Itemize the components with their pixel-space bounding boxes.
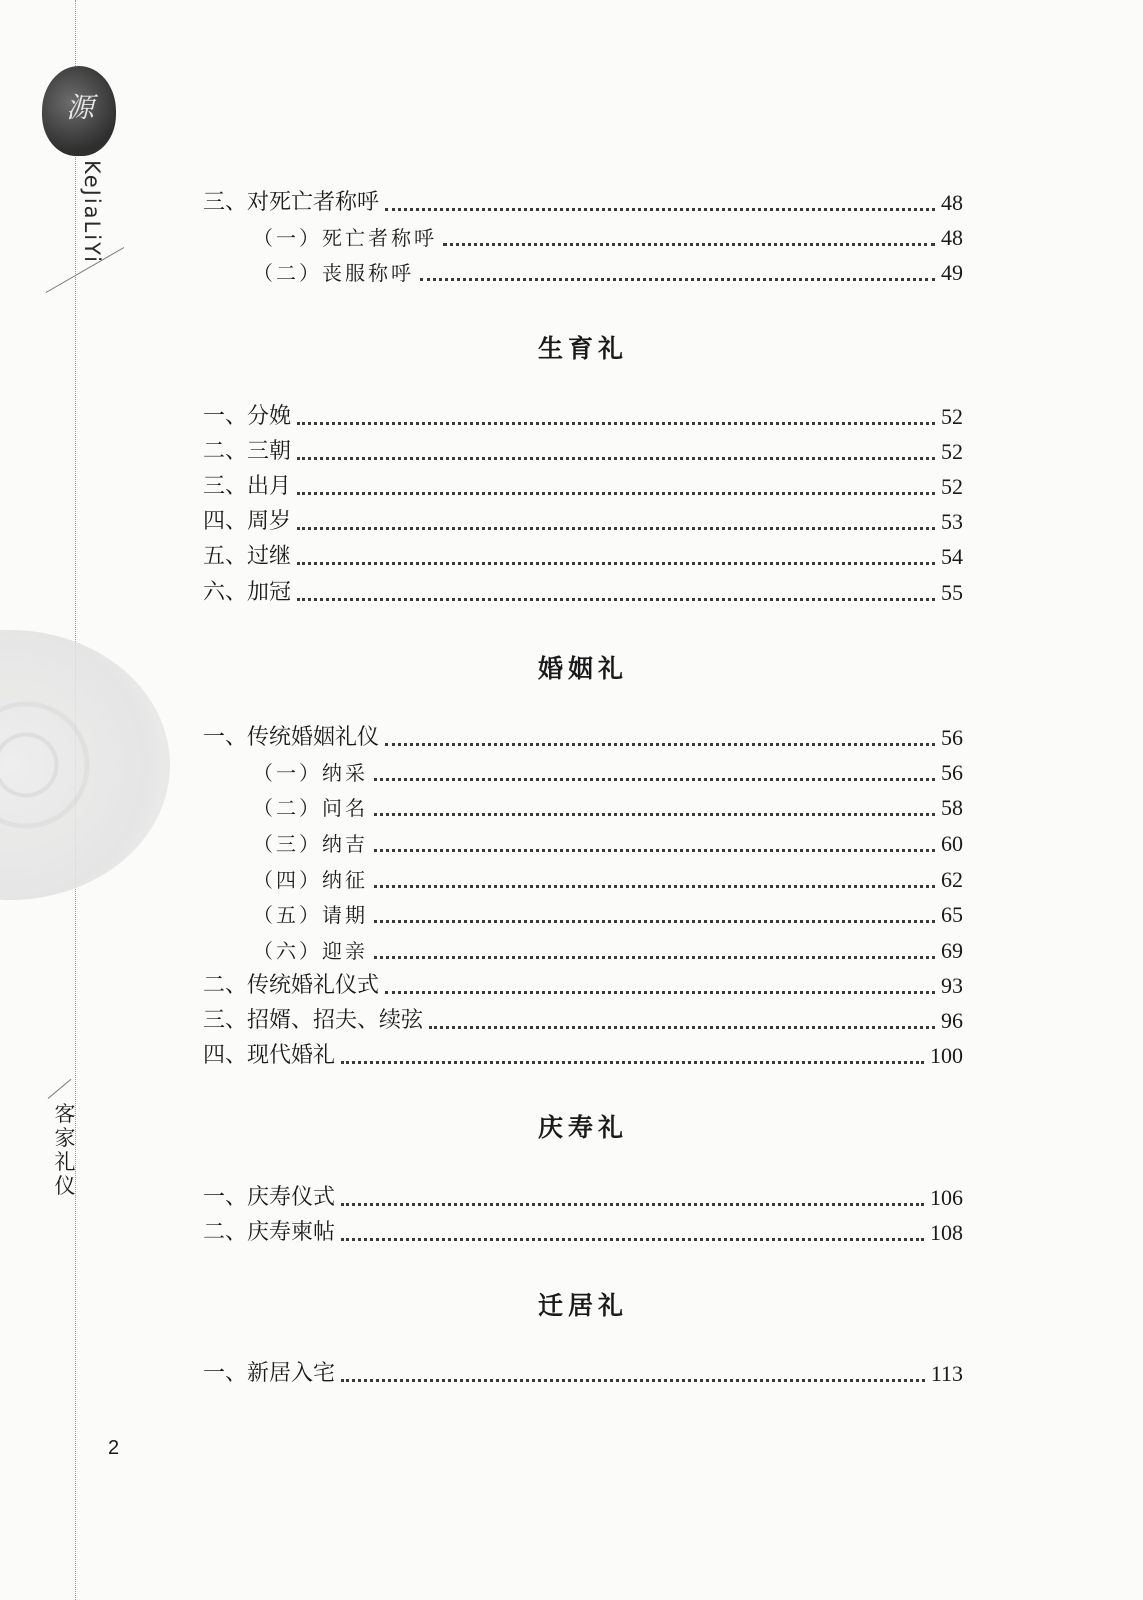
toc-entry-title: 六、加冠 [203, 580, 292, 605]
toc-entry[interactable] [203, 824, 963, 858]
toc-entry-title: （三）纳吉 [253, 832, 368, 856]
section-heading: 婚姻礼 [537, 654, 628, 683]
dot-leader [297, 598, 935, 601]
toc-entry-page: 108 [930, 1220, 963, 1245]
toc-entry-title: 三、出月 [203, 474, 292, 499]
toc-entry[interactable] [203, 183, 963, 217]
toc-entry[interactable] [203, 397, 963, 431]
dot-leader [429, 1026, 935, 1029]
toc-entry[interactable] [203, 502, 963, 536]
toc-entry[interactable] [203, 718, 963, 752]
page-number: 2 [108, 1437, 120, 1459]
toc-entry[interactable] [203, 467, 963, 501]
toc-entry[interactable] [203, 218, 963, 252]
dot-leader [297, 562, 935, 565]
toc-entry-title: 二、三朝 [203, 439, 292, 464]
toc-entry[interactable] [203, 1178, 963, 1212]
toc-entry-page: 54 [941, 544, 963, 569]
toc-entry[interactable] [203, 931, 963, 965]
toc-entry[interactable] [203, 253, 963, 287]
toc-entry[interactable] [203, 788, 963, 822]
dot-leader [297, 527, 935, 530]
toc-entry-page: 55 [941, 580, 963, 605]
dot-leader [341, 1061, 924, 1064]
dot-leader [297, 492, 935, 495]
toc-entry[interactable] [203, 573, 963, 607]
dot-leader [297, 457, 935, 460]
toc-entry-title: （一）死亡者称呼 [253, 226, 437, 250]
toc-entry-page: 56 [941, 725, 963, 750]
toc-entry-page: 106 [930, 1185, 963, 1210]
dot-leader [374, 920, 935, 923]
dot-leader [341, 1203, 924, 1206]
toc-entry-title: （五）请期 [253, 903, 368, 927]
toc-entry-title: 一、传统婚姻礼仪 [203, 725, 380, 750]
toc-entry[interactable] [203, 1001, 963, 1035]
dot-leader [374, 849, 935, 852]
toc-entry[interactable] [203, 966, 963, 1000]
toc-entry[interactable] [203, 860, 963, 894]
cloud-ornament [0, 630, 170, 900]
toc-entry-page: 56 [941, 760, 963, 785]
toc-entry-page: 65 [941, 902, 963, 927]
toc-entry[interactable] [203, 753, 963, 787]
dot-leader [297, 422, 935, 425]
dot-leader [374, 956, 935, 959]
decorative-slash [48, 1079, 72, 1099]
toc-entry-title: 一、庆寿仪式 [203, 1185, 336, 1210]
toc-entry[interactable] [203, 1036, 963, 1070]
toc-entry[interactable] [203, 895, 963, 929]
toc-entry-page: 113 [930, 1361, 963, 1386]
vertical-latin-title: KeJiaLiYi [80, 160, 104, 264]
section-heading: 迁居礼 [537, 1291, 628, 1320]
toc-entry-title: 一、新居入宅 [203, 1361, 336, 1386]
dot-leader [374, 813, 935, 816]
toc-entry-title: 一、分娩 [203, 404, 292, 429]
seal-logo [42, 66, 116, 156]
toc-entry-page: 52 [941, 439, 963, 464]
toc-entry-page: 62 [941, 867, 963, 892]
dot-leader [385, 991, 935, 994]
toc-entry-page: 53 [941, 509, 963, 534]
section-heading: 庆寿礼 [537, 1113, 628, 1142]
toc-entry-title: （二）问名 [253, 796, 368, 820]
toc-entry-title: （二）丧服称呼 [253, 261, 414, 285]
dot-leader [420, 278, 935, 281]
toc-entry[interactable] [203, 537, 963, 571]
dot-leader [341, 1238, 924, 1241]
toc-entry-page: 69 [941, 938, 963, 963]
seal-text: 源 [65, 91, 92, 124]
toc-entry-title: 二、传统婚礼仪式 [203, 973, 380, 998]
toc-entry-title: 四、周岁 [203, 509, 292, 534]
toc-entry-page: 48 [941, 190, 963, 215]
toc-entry-page: 49 [941, 260, 963, 285]
toc-entry-title: （一）纳采 [253, 761, 368, 785]
toc-entry-page: 52 [941, 404, 963, 429]
dot-leader [385, 743, 935, 746]
dot-leader [385, 208, 935, 211]
toc-entry-page: 96 [941, 1008, 963, 1033]
toc-entry[interactable] [203, 1354, 963, 1388]
toc-entry-title: 三、招婿、招夫、续弦 [203, 1008, 424, 1033]
toc-entry-title: 五、过继 [203, 544, 292, 569]
toc-entry-page: 48 [941, 225, 963, 250]
toc-entry[interactable] [203, 432, 963, 466]
toc-entry-title: （六）迎亲 [253, 939, 368, 963]
toc-entry-title: 四、现代婚礼 [203, 1043, 336, 1068]
toc-entry-page: 52 [941, 474, 963, 499]
toc-entry-page: 100 [930, 1043, 963, 1068]
toc-entry-page: 93 [941, 973, 963, 998]
toc-entry-title: 二、庆寿柬帖 [203, 1220, 336, 1245]
toc-entry[interactable] [203, 1213, 963, 1247]
toc-entry-title: （四）纳征 [253, 868, 368, 892]
dot-leader [341, 1379, 925, 1382]
vertical-book-title: 客家礼仪 [54, 1102, 76, 1198]
dot-leader [374, 885, 935, 888]
dot-leader [374, 778, 935, 781]
dot-leader [443, 243, 935, 246]
section-heading: 生育礼 [537, 334, 628, 363]
toc-entry-page: 58 [941, 795, 963, 820]
toc-entry-title: 三、对死亡者称呼 [203, 190, 380, 215]
toc-entry-page: 60 [941, 831, 963, 856]
